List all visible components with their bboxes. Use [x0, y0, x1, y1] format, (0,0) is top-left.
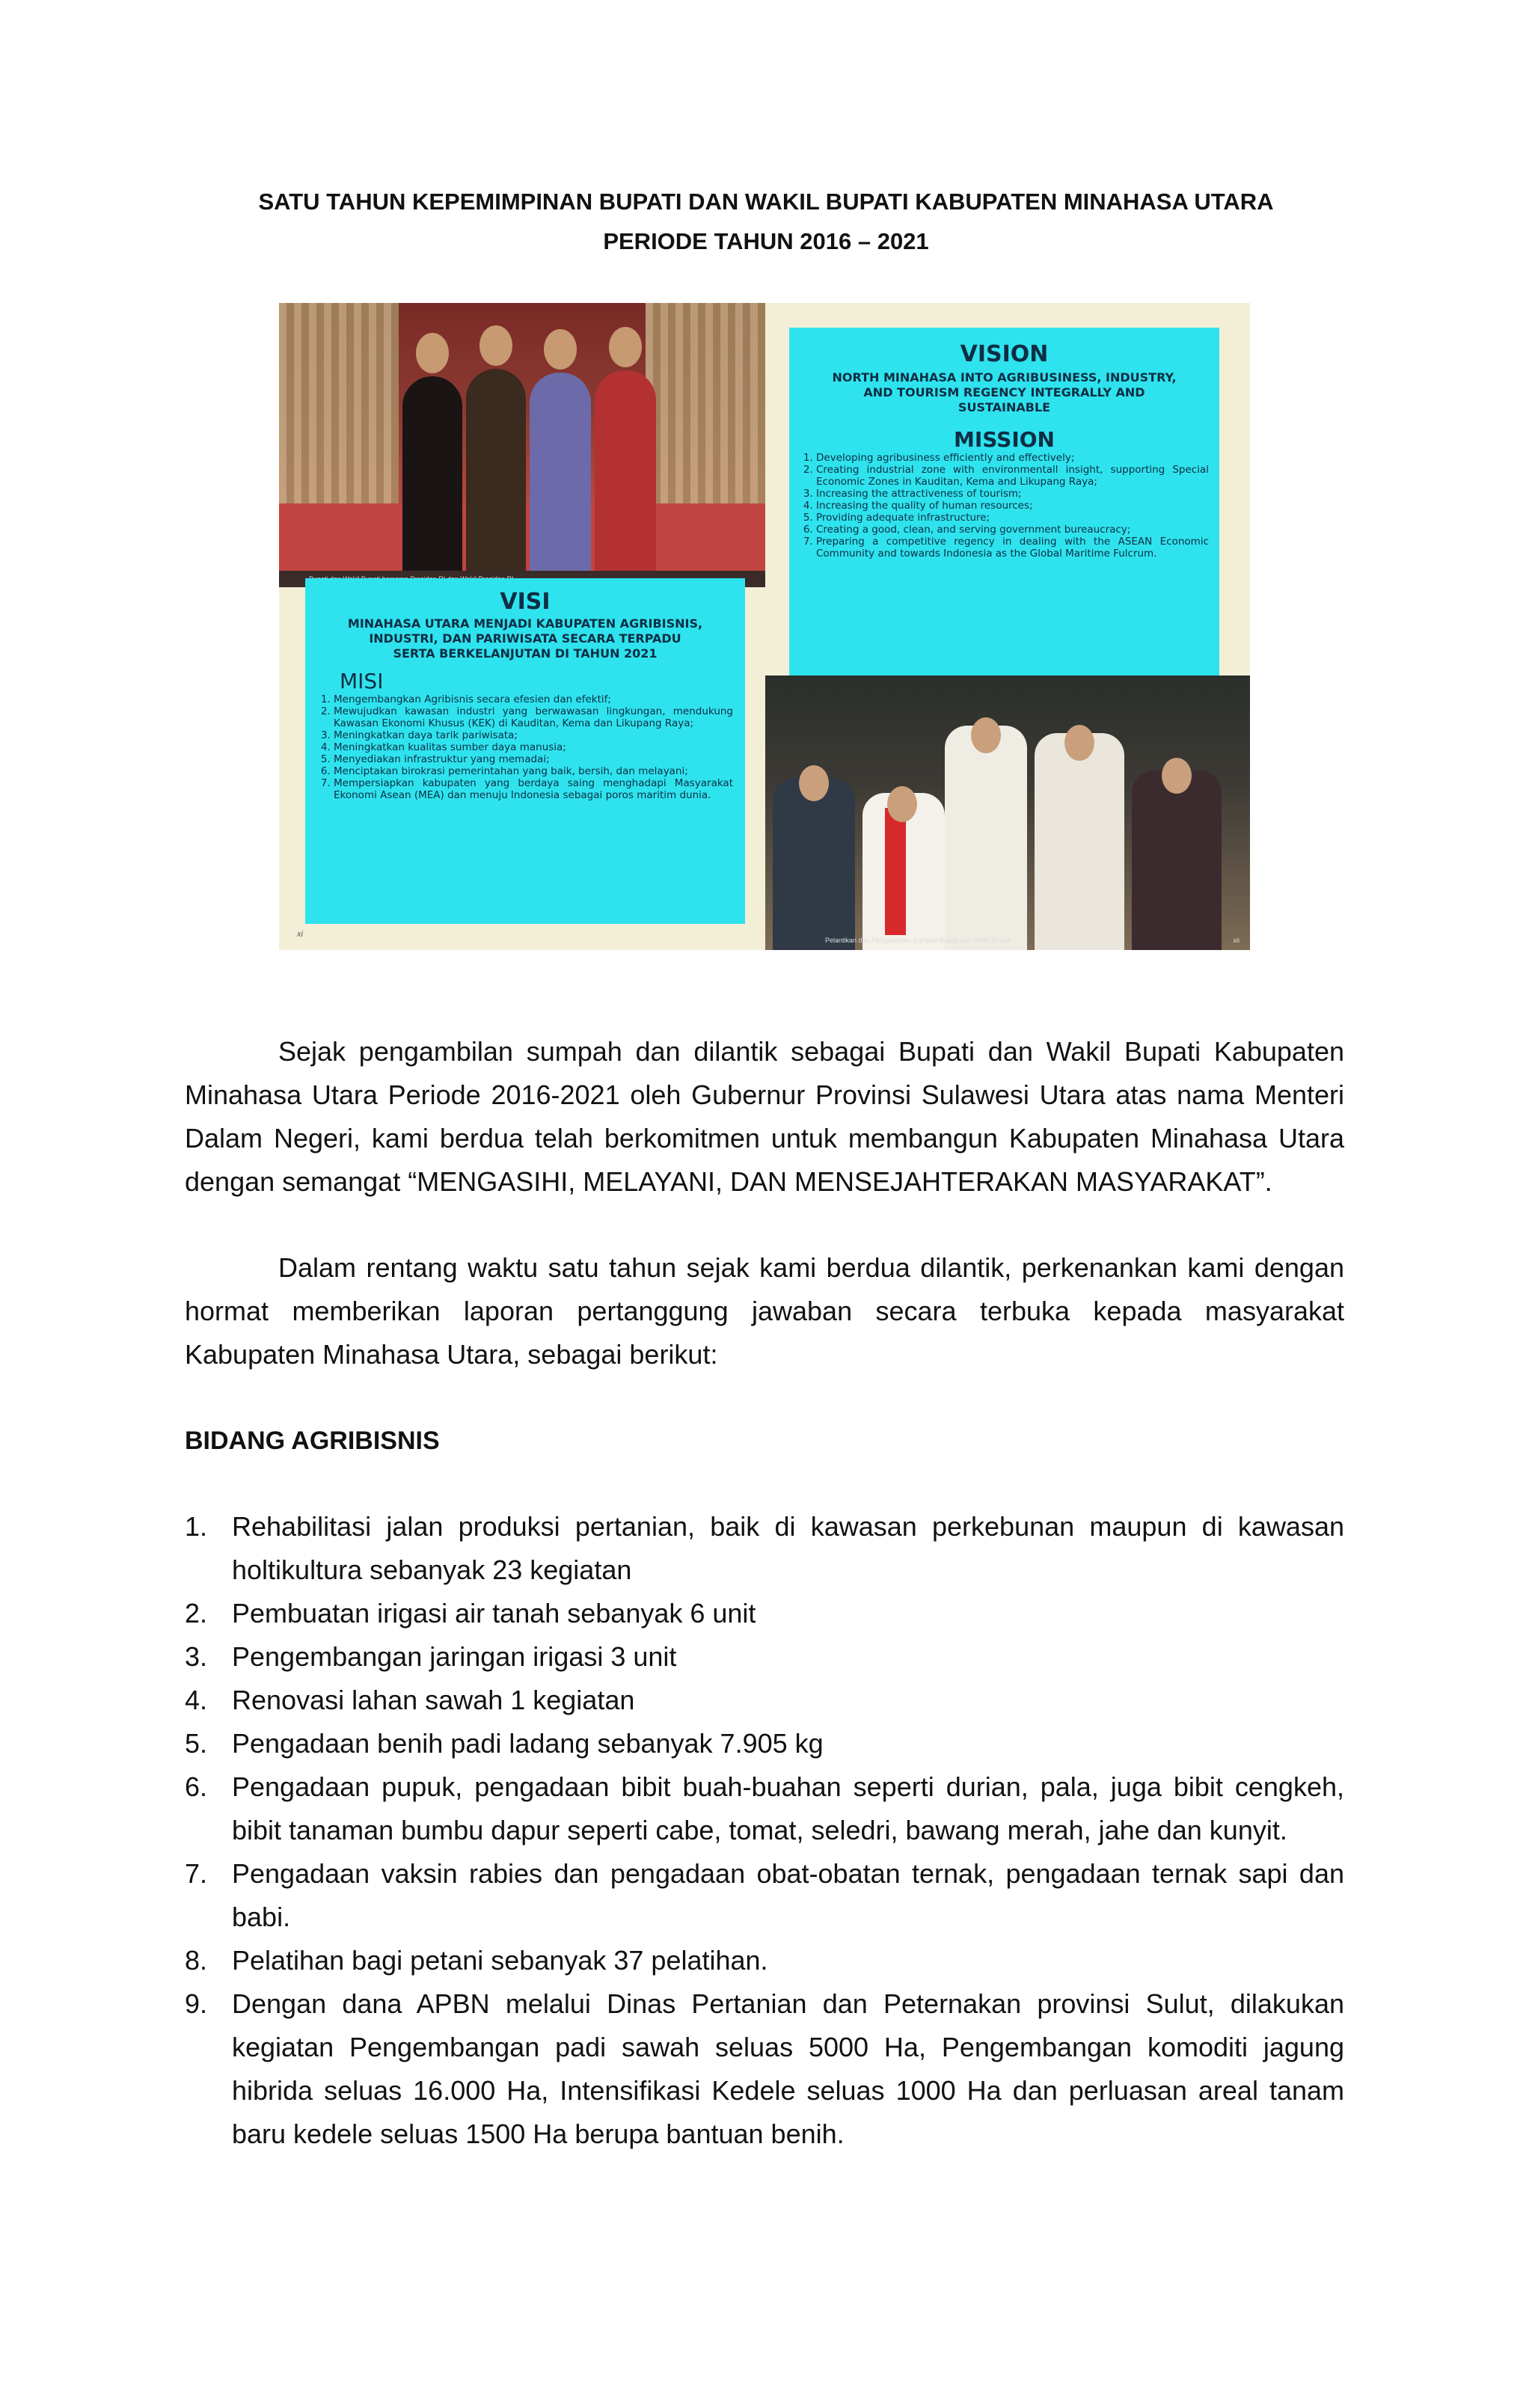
misi-item: 2. Mewujudkan kawasan industri yang berwawasan lingkungan, mendukung Kawasan Ekonomi Khusus (KEK) di Kauditan, Kema dan Likupang Raya; — [334, 705, 733, 729]
mission-item: 5. Providing adequate infrastructure; — [816, 512, 1209, 524]
section-heading-agribisnis: BIDANG AGRIBISNIS — [185, 1427, 440, 1455]
vision-statement: NORTH MINAHASA INTO AGRIBUSINESS, INDUSTRY, AND TOURISM REGENCY INTEGRALLY AND SUSTAINABLE — [832, 370, 1177, 414]
document-title-line2: PERIODE TAHUN 2016 – 2021 — [603, 228, 929, 254]
report-paragraph: Dalam rentang waktu satu tahun sejak kami berdua dilantik, perkenankan kami dengan hormat memberikan laporan pertanggung jawaban secara terbuka kepada masyarakat Kabupaten Minahasa Utara, sebagai berikut: — [185, 1252, 1344, 1370]
collage-page-number-right: xii — [1233, 937, 1240, 944]
misi-item: 6. Menciptakan birokrasi pemerintahan yang baik, bersih, dan melayani; — [334, 765, 733, 777]
document-title-line1: SATU TAHUN KEPEMIMPINAN BUPATI DAN WAKIL BUPATI KABUPATEN MINAHASA UTARA — [258, 189, 1274, 215]
list-item: 4. Renovasi lahan sawah 1 kegiatan — [185, 1685, 635, 1715]
visi-heading: VISI — [500, 589, 551, 615]
mission-list — [800, 452, 1209, 560]
vision-mission-panel — [789, 328, 1219, 678]
intro-paragraph: Sejak pengambilan sumpah dan dilantik sebagai Bupati dan Wakil Bupati Kabupaten Minahasa Utara Periode 2016-2021 oleh Gubernur Provinsi Sulawesi Utara atas nama Menteri Dalam Negeri, kami berdua telah berkomitmen untuk membangun Kabupaten Minahasa Utara dengan semangat “MENGASIHI, MELAYANI, DAN MENSEJAHTERAKAN MASYARAKAT”. — [185, 1036, 1344, 1197]
visi-misi-panel — [305, 578, 745, 924]
agribisnis-list — [185, 1505, 1344, 2156]
list-item: 8. Pelatihan bagi petani sebanyak 37 pelatihan. — [185, 1945, 768, 1976]
mission-item: 1. Developing agribusiness efficiently and effectively; — [816, 452, 1209, 464]
misi-item: 1. Mengembangkan Agribisnis secara efesien dan efektif; — [334, 693, 733, 705]
vision-heading: VISION — [960, 341, 1049, 367]
vision-mission-collage — [279, 303, 1250, 950]
list-item: 9. Dengan dana APBN melalui Dinas Pertanian dan Peternakan provinsi Sulut, dilakukan kegiatan Pengembangan padi sawah seluas 5000 Ha, Pengembangan komoditi jagung hibrida seluas 16.000 Ha, Intensifikasi Kedele seluas 1000 Ha dan perluasan areal tanam baru kedele seluas 1500 Ha berupa bantuan benih. — [185, 1988, 1344, 2149]
misi-item: 7. Mempersiapkan kabupaten yang berdaya saing menghadapi Masyarakat Ekonomi Asean (MEA) dan menuju Indonesia sebagai poros maritim dunia. — [334, 777, 733, 801]
mission-item: 3. Increasing the attractiveness of tourism; — [816, 488, 1209, 500]
misi-item: 4. Meningkatkan kualitas sumber daya manusia; — [334, 741, 733, 753]
mission-heading: MISSION — [953, 427, 1055, 452]
mission-item: 7. Preparing a competitive regency in dealing with the ASEAN Economic Community and towards Indonesia as the Global Maritime Fulcrum. — [816, 536, 1209, 560]
misi-list — [317, 693, 733, 801]
list-item: 6. Pengadaan pupuk, pengadaan bibit buah-buahan seperti durian, pala, juga bibit cengkeh, bibit tanaman bumbu dapur seperti cabe, tomat, seledri, bawang merah, jahe dan kunyit. — [185, 1771, 1344, 1845]
photo-bottom-caption: Pelantikan dan Pengambilan Sumpah Bupati dan Wakil Bupati — [825, 937, 1011, 944]
list-item: 2. Pembuatan irigasi air tanah sebanyak 6 unit — [185, 1598, 756, 1629]
officials-group-photo — [279, 303, 765, 571]
mission-item: 6. Creating a good, clean, and serving government bureaucracy; — [816, 524, 1209, 536]
mission-item: 4. Increasing the quality of human resources; — [816, 500, 1209, 512]
misi-item: 5. Menyediakan infrastruktur yang memadai; — [334, 753, 733, 765]
list-item: 3. Pengembangan jaringan irigasi 3 unit — [185, 1641, 677, 1672]
inauguration-photo — [765, 675, 1250, 950]
mission-item: 2. Creating industrial zone with environmentall insight, supporting Special Economic Zones in Kauditan, Kema and Likupang Raya; — [816, 464, 1209, 488]
list-item: 1. Rehabilitasi jalan produksi pertanian, baik di kawasan perkebunan maupun di kawasan holtikultura sebanyak 23 kegiatan — [185, 1511, 1344, 1585]
list-item: 7. Pengadaan vaksin rabies dan pengadaan obat-obatan ternak, pengadaan ternak sapi dan babi. — [185, 1858, 1344, 1932]
collage-page-number-left: xi — [297, 930, 303, 939]
list-item: 5. Pengadaan benih padi ladang sebanyak 7.905 kg — [185, 1728, 824, 1759]
misi-heading: MISI — [340, 669, 384, 693]
misi-item: 3. Meningkatkan daya tarik pariwisata; — [334, 729, 733, 741]
visi-statement: MINAHASA UTARA MENJADI KABUPATEN AGRIBISNIS, INDUSTRI, DAN PARIWISATA SECARA TERPADU SERTA BERKELANJUTAN DI TAHUN 2021 — [347, 616, 703, 661]
